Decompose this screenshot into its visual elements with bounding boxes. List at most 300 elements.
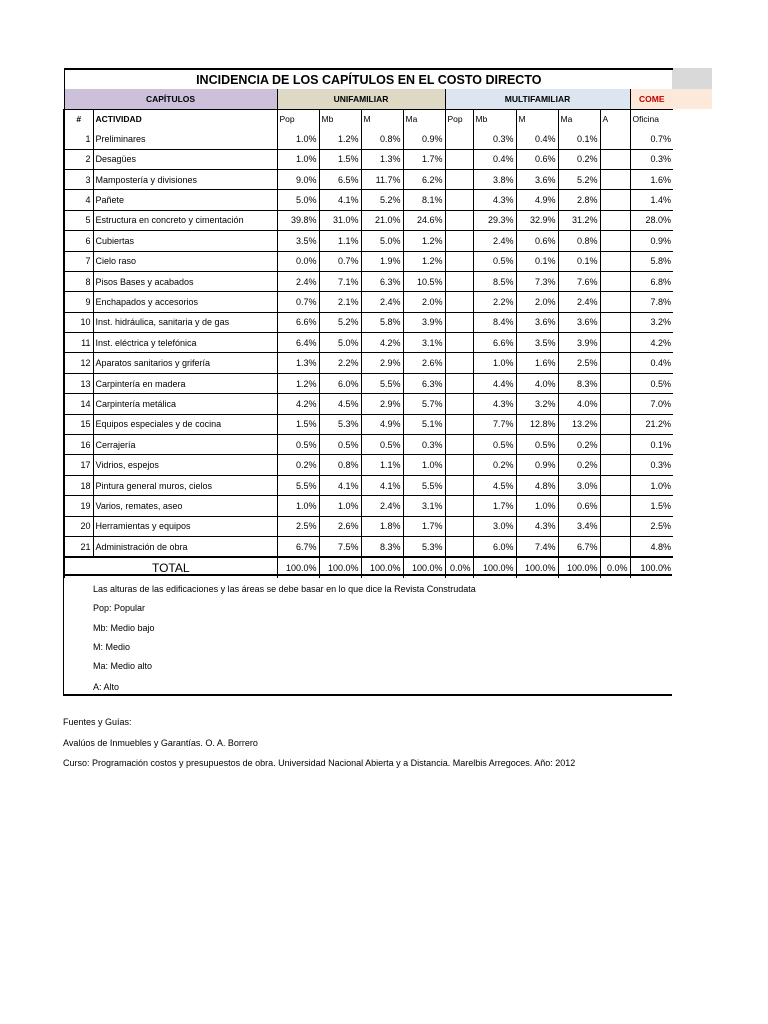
- cell-m-m: 0.6%: [516, 231, 558, 251]
- row-activity: Cerrajería: [93, 435, 277, 455]
- row-number: 14: [64, 394, 93, 414]
- cell-u-ma: 1.0%: [403, 455, 445, 475]
- group-unifamiliar: UNIFAMILIAR: [277, 89, 445, 109]
- cell-u-m: 1.1%: [361, 455, 403, 475]
- cell-m-m: 0.1%: [516, 251, 558, 271]
- cell-u-mb: 1.2%: [319, 129, 361, 149]
- cell-m-m: 4.8%: [516, 475, 558, 495]
- col-header-m-a: A: [600, 109, 630, 129]
- cell-m-m: 12.8%: [516, 414, 558, 434]
- cell-m-pop: [445, 435, 473, 455]
- group-comercial: COME: [630, 89, 673, 109]
- sources-heading: Fuentes y Guías:: [63, 717, 132, 727]
- col-header-u-mb: Mb: [319, 109, 361, 129]
- cell-m-m: 32.9%: [516, 210, 558, 230]
- cell-oficina: 0.9%: [630, 231, 673, 251]
- cell-m-pop: [445, 373, 473, 393]
- cell-m-m: 0.9%: [516, 455, 558, 475]
- cell-u-pop: 0.7%: [277, 292, 319, 312]
- cell-u-mb: 5.0%: [319, 333, 361, 353]
- cell-m-ma: 13.2%: [558, 414, 600, 434]
- cell-u-pop: 0.2%: [277, 455, 319, 475]
- cell-m-mb: 2.2%: [473, 292, 516, 312]
- cell-m-mb: 4.3%: [473, 190, 516, 210]
- cell-m-ma: 0.6%: [558, 496, 600, 516]
- cell-oficina: 0.3%: [630, 455, 673, 475]
- cell-u-pop: 2.4%: [277, 271, 319, 291]
- cell-u-mb: 2.6%: [319, 516, 361, 536]
- col-header-oficina: Oficina: [630, 109, 673, 129]
- row-number: 3: [64, 169, 93, 189]
- cell-oficina: 1.0%: [630, 475, 673, 495]
- cell-oficina: 4.2%: [630, 333, 673, 353]
- row-activity: Estructura en concreto y cimentación: [93, 210, 277, 230]
- row-number: 15: [64, 414, 93, 434]
- cell-u-ma: 1.2%: [403, 251, 445, 271]
- cell-u-ma: 10.5%: [403, 271, 445, 291]
- table-row: [64, 169, 673, 189]
- row-activity: Cielo raso: [93, 251, 277, 271]
- cell-m-ma: 3.4%: [558, 516, 600, 536]
- cell-u-pop: 1.0%: [277, 129, 319, 149]
- cell-m-a: [600, 271, 630, 291]
- total-m-mb: 100.0%: [473, 557, 516, 577]
- cell-u-ma: 5.1%: [403, 414, 445, 434]
- cell-u-mb: 0.5%: [319, 435, 361, 455]
- cell-m-m: 0.5%: [516, 435, 558, 455]
- cell-u-m: 4.9%: [361, 414, 403, 434]
- cell-u-m: 5.5%: [361, 373, 403, 393]
- row-activity: Preliminares: [93, 129, 277, 149]
- row-activity: Aparatos sanitarios y grifería: [93, 353, 277, 373]
- cell-m-ma: 0.1%: [558, 129, 600, 149]
- total-u-pop: 100.0%: [277, 557, 319, 577]
- cell-m-mb: 0.3%: [473, 129, 516, 149]
- cell-u-ma: 3.1%: [403, 333, 445, 353]
- row-activity: Pañete: [93, 190, 277, 210]
- cell-m-m: 2.0%: [516, 292, 558, 312]
- col-header-actividad: ACTIVIDAD: [93, 109, 277, 129]
- cell-m-mb: 4.3%: [473, 394, 516, 414]
- cell-u-m: 1.9%: [361, 251, 403, 271]
- cell-u-pop: 2.5%: [277, 516, 319, 536]
- cell-m-ma: 0.2%: [558, 435, 600, 455]
- group-multifamiliar: MULTIFAMILIAR: [445, 89, 630, 109]
- table-row: [64, 129, 673, 149]
- cell-m-m: 0.4%: [516, 129, 558, 149]
- row-activity: Carpintería en madera: [93, 373, 277, 393]
- row-number: 1: [64, 129, 93, 149]
- cell-u-mb: 0.8%: [319, 455, 361, 475]
- table-row: [64, 292, 673, 312]
- col-header-m-pop: Pop: [445, 109, 473, 129]
- cell-u-ma: 1.2%: [403, 231, 445, 251]
- cell-m-pop: [445, 496, 473, 516]
- cell-m-m: 3.5%: [516, 333, 558, 353]
- cell-u-m: 5.0%: [361, 231, 403, 251]
- cell-m-ma: 0.2%: [558, 149, 600, 169]
- cell-u-m: 5.2%: [361, 190, 403, 210]
- group-capitulos: CAPÍTULOS: [64, 89, 277, 109]
- cell-m-ma: 0.1%: [558, 251, 600, 271]
- cell-u-ma: 2.6%: [403, 353, 445, 373]
- cell-u-ma: 1.7%: [403, 149, 445, 169]
- cell-u-pop: 3.5%: [277, 231, 319, 251]
- cell-oficina: 1.4%: [630, 190, 673, 210]
- row-activity: Pisos Bases y acabados: [93, 271, 277, 291]
- cell-u-mb: 7.1%: [319, 271, 361, 291]
- table-row: [64, 394, 673, 414]
- row-number: 19: [64, 496, 93, 516]
- note-line: Las alturas de las edificaciones y las áreas se debe basar en lo que dice la Revista Construdata: [93, 584, 476, 594]
- col-header-m-mb: Mb: [473, 109, 516, 129]
- cell-m-a: [600, 516, 630, 536]
- cell-u-mb: 2.2%: [319, 353, 361, 373]
- cell-u-ma: 6.2%: [403, 169, 445, 189]
- cell-m-pop: [445, 475, 473, 495]
- cell-u-pop: 1.3%: [277, 353, 319, 373]
- cell-m-pop: [445, 210, 473, 230]
- row-activity: Inst. eléctrica y telefónica: [93, 333, 277, 353]
- cell-m-m: 1.0%: [516, 496, 558, 516]
- cell-u-pop: 39.8%: [277, 210, 319, 230]
- cell-m-pop: [445, 394, 473, 414]
- cell-m-a: [600, 414, 630, 434]
- row-number: 10: [64, 312, 93, 332]
- table-row: [64, 373, 673, 393]
- row-activity: Administración de obra: [93, 536, 277, 557]
- total-label: TOTAL: [64, 557, 277, 577]
- row-activity: Herramientas y equipos: [93, 516, 277, 536]
- cell-u-pop: 1.5%: [277, 414, 319, 434]
- cell-m-mb: 6.6%: [473, 333, 516, 353]
- cell-oficina: 4.8%: [630, 536, 673, 557]
- cell-u-mb: 6.0%: [319, 373, 361, 393]
- table-row: [64, 149, 673, 169]
- row-activity: Vidrios, espejos: [93, 455, 277, 475]
- row-number: 13: [64, 373, 93, 393]
- note-line: Pop: Popular: [93, 603, 146, 613]
- cell-oficina: 28.0%: [630, 210, 673, 230]
- cell-m-mb: 0.5%: [473, 435, 516, 455]
- cell-m-ma: 0.8%: [558, 231, 600, 251]
- cell-u-ma: 24.6%: [403, 210, 445, 230]
- row-activity: Pintura general muros, cielos: [93, 475, 277, 495]
- row-number: 21: [64, 536, 93, 557]
- table-row: [64, 516, 673, 536]
- cell-oficina: 0.1%: [630, 435, 673, 455]
- cell-m-ma: 6.7%: [558, 536, 600, 557]
- cell-u-pop: 5.0%: [277, 190, 319, 210]
- cell-m-m: 7.3%: [516, 271, 558, 291]
- cell-u-ma: 2.0%: [403, 292, 445, 312]
- cell-m-m: 1.6%: [516, 353, 558, 373]
- cell-oficina: 21.2%: [630, 414, 673, 434]
- cell-u-pop: 5.5%: [277, 475, 319, 495]
- row-activity: Cubiertas: [93, 231, 277, 251]
- cell-m-pop: [445, 536, 473, 557]
- cell-u-m: 11.7%: [361, 169, 403, 189]
- cell-u-m: 2.4%: [361, 292, 403, 312]
- cell-u-pop: 1.0%: [277, 149, 319, 169]
- row-number: 6: [64, 231, 93, 251]
- cell-m-pop: [445, 169, 473, 189]
- cell-m-mb: 4.5%: [473, 475, 516, 495]
- cell-u-mb: 31.0%: [319, 210, 361, 230]
- row-number: 8: [64, 271, 93, 291]
- cell-u-mb: 4.1%: [319, 475, 361, 495]
- cell-u-m: 0.8%: [361, 129, 403, 149]
- cell-m-m: 3.6%: [516, 169, 558, 189]
- cell-u-ma: 5.3%: [403, 536, 445, 557]
- cell-oficina: 7.8%: [630, 292, 673, 312]
- table-row: [64, 271, 673, 291]
- cell-m-mb: 0.5%: [473, 251, 516, 271]
- row-number: 18: [64, 475, 93, 495]
- row-activity: Varios, remates, aseo: [93, 496, 277, 516]
- cell-m-ma: 3.0%: [558, 475, 600, 495]
- row-activity: Mampostería y divisiones: [93, 169, 277, 189]
- cell-oficina: 2.5%: [630, 516, 673, 536]
- cell-u-ma: 5.7%: [403, 394, 445, 414]
- table-row: [64, 333, 673, 353]
- total-u-m: 100.0%: [361, 557, 403, 577]
- cell-u-mb: 2.1%: [319, 292, 361, 312]
- sheet-overflow-header: [672, 68, 712, 89]
- cell-m-a: [600, 435, 630, 455]
- col-header-u-ma: Ma: [403, 109, 445, 129]
- table-row: [64, 353, 673, 373]
- total-m-ma: 100.0%: [558, 557, 600, 577]
- table-row: [64, 414, 673, 434]
- table-row: [64, 435, 673, 455]
- cell-u-mb: 7.5%: [319, 536, 361, 557]
- cell-m-a: [600, 210, 630, 230]
- cell-m-a: [600, 475, 630, 495]
- cell-u-ma: 8.1%: [403, 190, 445, 210]
- row-activity: Equipos especiales y de cocina: [93, 414, 277, 434]
- cell-m-mb: 6.0%: [473, 536, 516, 557]
- cell-m-a: [600, 353, 630, 373]
- cell-m-a: [600, 496, 630, 516]
- total-m-a: 0.0%: [600, 557, 630, 577]
- cell-oficina: 0.3%: [630, 149, 673, 169]
- cell-u-ma: 0.3%: [403, 435, 445, 455]
- cell-oficina: 5.8%: [630, 251, 673, 271]
- cell-u-mb: 1.5%: [319, 149, 361, 169]
- cell-u-pop: 0.0%: [277, 251, 319, 271]
- cell-m-pop: [445, 414, 473, 434]
- row-number: 5: [64, 210, 93, 230]
- cell-oficina: 1.6%: [630, 169, 673, 189]
- source-line: Avalúos de Inmuebles y Garantías. O. A. Borrero: [63, 738, 258, 748]
- cell-m-mb: 8.4%: [473, 312, 516, 332]
- cell-m-a: [600, 129, 630, 149]
- cell-u-m: 5.8%: [361, 312, 403, 332]
- note-line: Mb: Medio bajo: [93, 623, 155, 633]
- row-activity: Enchapados y accesorios: [93, 292, 277, 312]
- cell-m-a: [600, 292, 630, 312]
- cell-m-a: [600, 536, 630, 557]
- cell-u-mb: 1.1%: [319, 231, 361, 251]
- cell-m-pop: [445, 292, 473, 312]
- cell-u-pop: 6.6%: [277, 312, 319, 332]
- row-number: 17: [64, 455, 93, 475]
- table-row: [64, 536, 673, 557]
- cell-m-pop: [445, 333, 473, 353]
- cell-oficina: 0.4%: [630, 353, 673, 373]
- cell-m-ma: 7.6%: [558, 271, 600, 291]
- cell-m-a: [600, 394, 630, 414]
- table-row: [64, 251, 673, 271]
- total-u-ma: 100.0%: [403, 557, 445, 577]
- note-line: A: Alto: [93, 682, 120, 692]
- cell-m-mb: 1.7%: [473, 496, 516, 516]
- cell-u-pop: 6.7%: [277, 536, 319, 557]
- table-row: [64, 312, 673, 332]
- cell-u-mb: 5.2%: [319, 312, 361, 332]
- cell-m-m: 4.0%: [516, 373, 558, 393]
- cell-m-pop: [445, 455, 473, 475]
- cell-m-a: [600, 149, 630, 169]
- row-number: 12: [64, 353, 93, 373]
- cell-u-pop: 6.4%: [277, 333, 319, 353]
- cell-m-a: [600, 455, 630, 475]
- cell-u-ma: 0.9%: [403, 129, 445, 149]
- table-row: [64, 190, 673, 210]
- cell-u-m: 1.8%: [361, 516, 403, 536]
- cost-incidence-table: [63, 68, 673, 578]
- cell-u-m: 8.3%: [361, 536, 403, 557]
- cell-m-a: [600, 333, 630, 353]
- cell-u-ma: 5.5%: [403, 475, 445, 495]
- source-line: Curso: Programación costos y presupuestos de obra. Universidad Nacional Abierta y a Distancia. Marelbis Arregoces. Año: 2012: [63, 758, 576, 768]
- cell-m-mb: 0.4%: [473, 149, 516, 169]
- cell-u-ma: 3.1%: [403, 496, 445, 516]
- cell-oficina: 1.5%: [630, 496, 673, 516]
- cell-m-pop: [445, 271, 473, 291]
- cell-u-m: 6.3%: [361, 271, 403, 291]
- cell-oficina: 0.5%: [630, 373, 673, 393]
- cell-m-pop: [445, 312, 473, 332]
- cell-m-m: 7.4%: [516, 536, 558, 557]
- cell-m-pop: [445, 149, 473, 169]
- table-row: [64, 475, 673, 495]
- cell-m-pop: [445, 190, 473, 210]
- cell-m-pop: [445, 353, 473, 373]
- col-header-m-ma: Ma: [558, 109, 600, 129]
- note-line: M: Medio: [93, 642, 131, 652]
- cell-u-mb: 4.1%: [319, 190, 361, 210]
- cell-m-a: [600, 169, 630, 189]
- cell-m-ma: 31.2%: [558, 210, 600, 230]
- cell-m-ma: 8.3%: [558, 373, 600, 393]
- table-title: INCIDENCIA DE LOS CAPÍTULOS EN EL COSTO DIRECTO: [64, 69, 673, 89]
- cell-m-ma: 2.4%: [558, 292, 600, 312]
- cell-m-m: 0.6%: [516, 149, 558, 169]
- cell-u-m: 0.5%: [361, 435, 403, 455]
- cell-u-ma: 6.3%: [403, 373, 445, 393]
- cell-m-ma: 3.9%: [558, 333, 600, 353]
- row-number: 11: [64, 333, 93, 353]
- cell-m-ma: 0.2%: [558, 455, 600, 475]
- cell-u-ma: 1.7%: [403, 516, 445, 536]
- row-number: 9: [64, 292, 93, 312]
- cell-m-mb: 2.4%: [473, 231, 516, 251]
- table-row: [64, 231, 673, 251]
- total-m-pop: 0.0%: [445, 557, 473, 577]
- cell-m-a: [600, 251, 630, 271]
- col-header-u-pop: Pop: [277, 109, 319, 129]
- row-activity: Inst. hidráulica, sanitaria y de gas: [93, 312, 277, 332]
- cost-table-sheet: [63, 68, 672, 578]
- row-number: 7: [64, 251, 93, 271]
- cell-m-mb: 4.4%: [473, 373, 516, 393]
- cell-u-pop: 9.0%: [277, 169, 319, 189]
- cell-m-mb: 29.3%: [473, 210, 516, 230]
- table-row: [64, 496, 673, 516]
- cell-u-mb: 0.7%: [319, 251, 361, 271]
- cell-m-a: [600, 373, 630, 393]
- cell-u-m: 2.9%: [361, 394, 403, 414]
- cell-m-a: [600, 312, 630, 332]
- cell-u-m: 1.3%: [361, 149, 403, 169]
- cell-oficina: 0.7%: [630, 129, 673, 149]
- cell-m-mb: 7.7%: [473, 414, 516, 434]
- cell-m-m: 3.2%: [516, 394, 558, 414]
- cell-m-a: [600, 190, 630, 210]
- row-activity: Carpintería metálica: [93, 394, 277, 414]
- cell-u-m: 21.0%: [361, 210, 403, 230]
- cell-u-mb: 5.3%: [319, 414, 361, 434]
- note-line: Ma: Medio alto: [93, 661, 153, 671]
- row-number: 4: [64, 190, 93, 210]
- row-number: 16: [64, 435, 93, 455]
- cell-m-ma: 4.0%: [558, 394, 600, 414]
- row-number: 2: [64, 149, 93, 169]
- cell-m-m: 4.3%: [516, 516, 558, 536]
- cell-u-m: 4.1%: [361, 475, 403, 495]
- cell-m-m: 4.9%: [516, 190, 558, 210]
- table-row: [64, 210, 673, 230]
- cell-u-pop: 0.5%: [277, 435, 319, 455]
- total-oficina: 100.0%: [630, 557, 673, 577]
- cell-u-pop: 1.0%: [277, 496, 319, 516]
- notes-box: [63, 574, 672, 696]
- cell-m-pop: [445, 251, 473, 271]
- col-header-num: #: [64, 109, 93, 129]
- total-u-mb: 100.0%: [319, 557, 361, 577]
- cell-u-mb: 1.0%: [319, 496, 361, 516]
- cell-m-mb: 8.5%: [473, 271, 516, 291]
- cell-oficina: 7.0%: [630, 394, 673, 414]
- col-header-u-m: M: [361, 109, 403, 129]
- cell-m-mb: 3.8%: [473, 169, 516, 189]
- cell-u-m: 2.4%: [361, 496, 403, 516]
- cell-u-pop: 1.2%: [277, 373, 319, 393]
- cell-oficina: 6.8%: [630, 271, 673, 291]
- cell-m-pop: [445, 516, 473, 536]
- cell-u-m: 2.9%: [361, 353, 403, 373]
- cell-m-ma: 2.5%: [558, 353, 600, 373]
- row-activity: Desagües: [93, 149, 277, 169]
- cell-m-a: [600, 231, 630, 251]
- cell-m-ma: 3.6%: [558, 312, 600, 332]
- cell-u-mb: 6.5%: [319, 169, 361, 189]
- total-m-m: 100.0%: [516, 557, 558, 577]
- cell-m-pop: [445, 231, 473, 251]
- cell-m-mb: 0.2%: [473, 455, 516, 475]
